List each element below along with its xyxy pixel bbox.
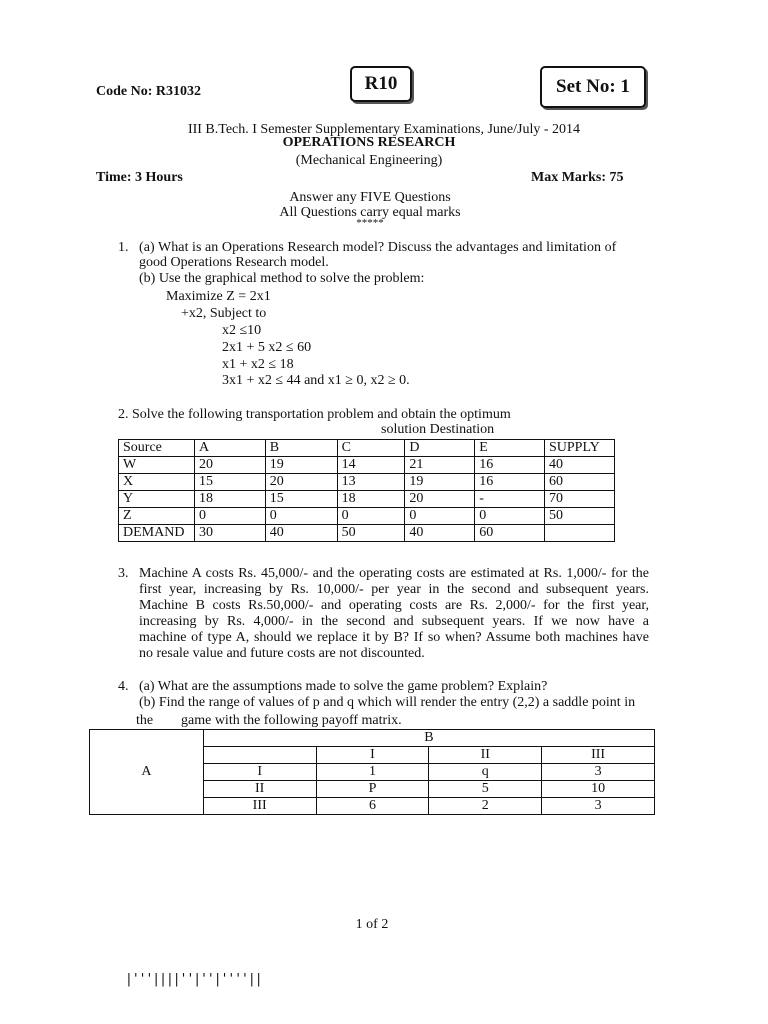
table-header-cell: D <box>405 440 475 457</box>
table-header-cell: E <box>475 440 545 457</box>
q3-number: 3. <box>118 566 129 581</box>
table-cell: 13 <box>337 474 405 491</box>
stars-divider: ***** <box>356 217 384 229</box>
q1-part-a-line2: good Operations Research model. <box>139 255 329 270</box>
table-cell: P <box>316 781 429 798</box>
table-row <box>119 457 615 474</box>
table-cell: 50 <box>545 508 615 525</box>
table-cell: 16 <box>475 457 545 474</box>
q2-text: 2. Solve the following transportation problem and obtain the optimum <box>118 407 511 422</box>
table-header-cell: C <box>337 440 405 457</box>
q1-constraint-3: x1 + x2 ≤ 18 <box>222 357 294 372</box>
q1-constraint-1: x2 ≤10 <box>222 323 262 338</box>
table-header-cell: SUPPLY <box>545 440 615 457</box>
table-cell: 15 <box>265 491 337 508</box>
q1-objective-cont: +x2, Subject to <box>181 306 267 321</box>
table-cell: 40 <box>405 525 475 542</box>
q1-objective: Maximize Z = 2x1 <box>166 289 271 304</box>
transportation-table <box>118 439 615 542</box>
table-cell: 20 <box>405 491 475 508</box>
table-cell: 3 <box>542 764 655 781</box>
subject-title: OPERATIONS RESEARCH <box>282 135 456 150</box>
payoff-player-b-cell: B <box>203 730 654 747</box>
table-cell: 30 <box>194 525 265 542</box>
payoff-player-a-cell: A <box>90 730 204 815</box>
table-header-cell: III <box>542 747 655 764</box>
table-cell: - <box>475 491 545 508</box>
table-cell: W <box>119 457 195 474</box>
table-cell: 10 <box>542 781 655 798</box>
q3-body <box>139 566 649 662</box>
table-cell: 60 <box>475 525 545 542</box>
table-cell: 0 <box>265 508 337 525</box>
table-cell: 5 <box>429 781 542 798</box>
table-cell: 1 <box>316 764 429 781</box>
table-cell: 3 <box>542 798 655 815</box>
table-cell: 70 <box>545 491 615 508</box>
table-cell: 2 <box>429 798 542 815</box>
table-cell: 19 <box>405 474 475 491</box>
max-marks-label: Max Marks: 75 <box>531 170 624 185</box>
q2-text-cont: solution Destination <box>381 422 495 437</box>
table-cell: 40 <box>545 457 615 474</box>
table-cell: 15 <box>194 474 265 491</box>
table-cell: 14 <box>337 457 405 474</box>
q4-part-a: (a) What are the assumptions made to solve the game problem? Explain? <box>139 679 548 694</box>
table-cell: X <box>119 474 195 491</box>
branch-label: (Mechanical Engineering) <box>295 153 443 168</box>
table-cell: DEMAND <box>119 525 195 542</box>
table-cell <box>545 525 615 542</box>
time-label: Time: 3 Hours <box>96 170 183 185</box>
table-header-cell: B <box>265 440 337 457</box>
page-number: 1 of 2 <box>355 917 389 932</box>
table-cell: 20 <box>265 474 337 491</box>
q3-line: machine of type A, should we replace it by B? If so when? Assume both machines have <box>139 630 649 645</box>
q4-number: 4. <box>118 679 129 694</box>
q3-line: no resale value and future costs are not discounted. <box>139 646 425 661</box>
q3-line: Machine B costs Rs.50,000/- and operating costs are Rs. 2,000/- for the first year, <box>139 598 649 613</box>
q1-part-a-line1: (a) What is an Operations Research model? Discuss the advantages and limitation of <box>139 240 617 255</box>
table-cell: 6 <box>316 798 429 815</box>
table-cell: Z <box>119 508 195 525</box>
table-cell: 18 <box>194 491 265 508</box>
table-cell: Y <box>119 491 195 508</box>
row-label: II <box>203 781 316 798</box>
table-header-cell: I <box>316 747 429 764</box>
instruction-1: Answer any FIVE Questions <box>289 190 451 205</box>
table-row <box>119 525 615 542</box>
q1-constraint-4: 3x1 + x2 ≤ 44 and x1 ≥ 0, x2 ≥ 0. <box>222 373 410 388</box>
barcode-text: |'''||||''|''|''''|| <box>125 972 262 987</box>
transportation-header-row <box>119 440 615 457</box>
table-cell: 16 <box>475 474 545 491</box>
table-header-cell: Source <box>119 440 195 457</box>
table-row <box>119 474 615 491</box>
regulation-box: R10 <box>350 66 412 102</box>
table-cell: 0 <box>194 508 265 525</box>
payoff-matrix <box>89 729 655 815</box>
code-number: Code No: R31032 <box>96 84 201 99</box>
table-cell: 21 <box>405 457 475 474</box>
q1-part-b: (b) Use the graphical method to solve the problem: <box>139 271 425 286</box>
table-cell: 19 <box>265 457 337 474</box>
table-cell: 40 <box>265 525 337 542</box>
q3-line: increasing by Rs. 4,000/- in the second and subsequent years. If we now have a <box>139 614 649 629</box>
table-cell: q <box>429 764 542 781</box>
exam-title: III B.Tech. I Semester Supplementary Examinations, June/July - 2014 <box>187 122 581 137</box>
payoff-player-b-row <box>90 730 655 747</box>
table-cell: 0 <box>475 508 545 525</box>
q1-number: 1. <box>118 240 129 255</box>
q3-line: first year, increasing by Rs. 10,000/- per year in the second and subsequent years. <box>139 582 649 597</box>
table-cell: 0 <box>405 508 475 525</box>
q4-part-b-line2a: the <box>136 713 154 728</box>
table-cell: 50 <box>337 525 405 542</box>
q3-line: Machine A costs Rs. 45,000/- and the operating costs are estimated at Rs. 1,000/- for the <box>139 566 649 581</box>
q4-part-b: (b) Find the range of values of p and q which will render the entry (2,2) a saddle point in <box>139 695 636 710</box>
table-cell: 20 <box>194 457 265 474</box>
table-row <box>119 508 615 525</box>
row-label: I <box>203 764 316 781</box>
row-label: III <box>203 798 316 815</box>
set-number-box: Set No: 1 <box>540 66 646 108</box>
table-cell <box>203 747 316 764</box>
table-cell: 60 <box>545 474 615 491</box>
instruction-2: All Questions carry equal marks <box>279 205 461 220</box>
q4-part-b-line2b: game with the following payoff matrix. <box>181 713 402 728</box>
table-cell: 0 <box>337 508 405 525</box>
q1-constraint-2: 2x1 + 5 x2 ≤ 60 <box>222 340 312 355</box>
table-cell: 18 <box>337 491 405 508</box>
table-header-cell: II <box>429 747 542 764</box>
table-row <box>119 491 615 508</box>
table-header-cell: A <box>194 440 265 457</box>
